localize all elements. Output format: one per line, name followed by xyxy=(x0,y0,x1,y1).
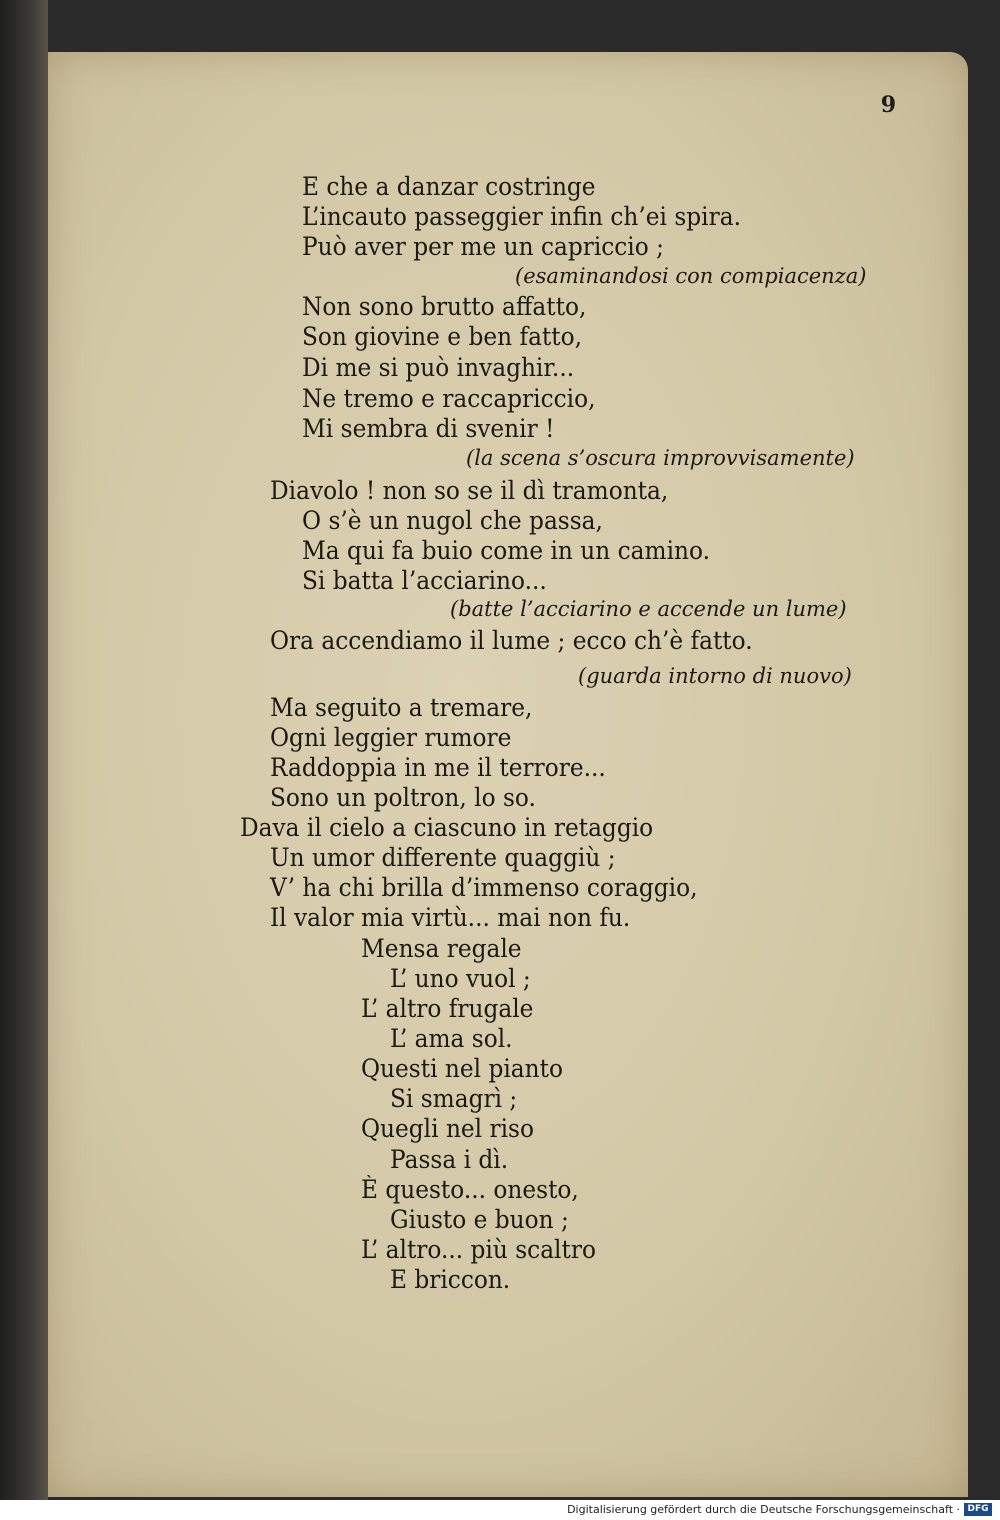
verse-line: L’incauto passeggier infin ch’ei spira. xyxy=(302,202,741,231)
verse-line: Non sono brutto affatto, xyxy=(302,292,587,321)
verse-line: È questo... onesto, xyxy=(361,1175,579,1204)
verse-line: Quegli nel riso xyxy=(361,1114,534,1143)
verse-line: Son giovine e ben fatto, xyxy=(302,322,583,351)
dfg-logo: DFG xyxy=(964,1503,992,1516)
verse-line: Diavolo ! non so se il dì tramonta, xyxy=(270,476,669,505)
verse-line: Dava il cielo a ciascuno in retaggio xyxy=(240,813,654,842)
verse-line: L’ ama sol. xyxy=(390,1024,513,1053)
verse-line: E briccon. xyxy=(390,1265,511,1294)
page-number: 9 xyxy=(880,92,896,118)
stage-direction: (batte l’acciarino e accende un lume) xyxy=(450,597,847,621)
verse-line: Ogni leggier rumore xyxy=(270,723,512,752)
verse-line: V’ ha chi brilla d’immenso coraggio, xyxy=(270,873,698,902)
verse-line: Raddoppia in me il terrore... xyxy=(270,753,606,782)
verse-line: E che a danzar costringe xyxy=(302,172,596,201)
book-binding xyxy=(0,0,48,1500)
verse-line: Giusto e buon ; xyxy=(390,1205,569,1234)
stage-direction: (la scena s’oscura improvvisamente) xyxy=(466,446,855,470)
verse-line: Di me si può invaghir... xyxy=(302,353,575,382)
verse-line: Può aver per me un capriccio ; xyxy=(302,232,664,261)
verse-line: Ora accendiamo il lume ; ecco ch’è fatto. xyxy=(270,626,753,655)
stage-direction: (esaminandosi con compiacenza) xyxy=(515,264,867,288)
verse-line: Il valor mia virtù... mai non fu. xyxy=(270,903,631,932)
verse-line: Un umor differente quaggiù ; xyxy=(270,843,616,872)
verse-line: Mensa regale xyxy=(361,934,522,963)
verse-line: Si batta l’acciarino... xyxy=(302,566,547,595)
stage-direction: (guarda intorno di nuovo) xyxy=(578,664,852,688)
verse-line: Questi nel pianto xyxy=(361,1054,563,1083)
verse-line: Ne tremo e raccapriccio, xyxy=(302,384,596,413)
verse-line: Passa i dì. xyxy=(390,1145,509,1174)
verse-line: O s’è un nugol che passa, xyxy=(302,506,603,535)
verse-line: Si smagrì ; xyxy=(390,1084,518,1113)
verse-line: L’ uno vuol ; xyxy=(390,964,531,993)
verse-line: Ma seguito a tremare, xyxy=(270,693,533,722)
footer-credit: Digitalisierung gefördert durch die Deutsche Forschungsgemeinschaft · xyxy=(567,1503,960,1516)
footer-bar xyxy=(0,1500,1000,1520)
verse-line: Mi sembra di svenir ! xyxy=(302,414,555,443)
verse-line: L’ altro... più scaltro xyxy=(361,1235,596,1264)
verse-line: Ma qui fa buio come in un camino. xyxy=(302,536,710,565)
verse-line: Sono un poltron, lo so. xyxy=(270,783,536,812)
verse-line: L’ altro frugale xyxy=(361,994,534,1023)
